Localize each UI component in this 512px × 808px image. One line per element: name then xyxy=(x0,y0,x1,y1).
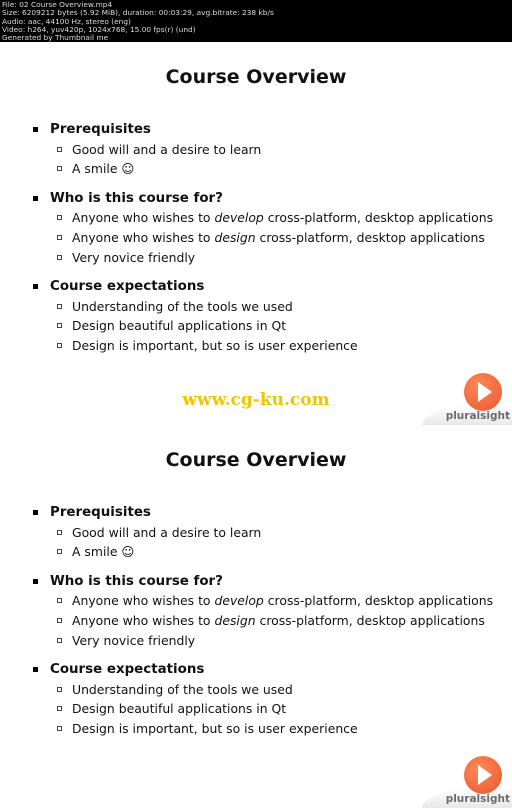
list-item: Anyone who wishes to develop cross-platform, desktop applications xyxy=(30,208,493,228)
square-bullet-icon xyxy=(57,530,62,535)
square-bullet-icon xyxy=(57,323,62,328)
slide-content xyxy=(30,120,493,356)
list-item: Good will and a desire to learn xyxy=(30,523,493,543)
list-item: Understanding of the tools we used xyxy=(30,680,493,700)
square-bullet-icon xyxy=(57,706,62,711)
section-heading: Course expectations xyxy=(30,277,493,297)
list-item: Very novice friendly xyxy=(30,248,493,268)
pluralsight-logo xyxy=(412,752,512,808)
list-item: Anyone who wishes to develop cross-platform, desktop applications xyxy=(30,591,493,611)
brand-label: pluralsight xyxy=(445,410,510,422)
square-bullet-icon xyxy=(57,166,62,171)
list-item: A smile ☺ xyxy=(30,542,493,562)
bullet-icon xyxy=(33,196,38,201)
slide-thumbnail-2 xyxy=(0,425,512,808)
list-item: Design is important, but so is user experience xyxy=(30,719,493,739)
meta-line: Audio: aac, 44100 Hz, stereo (eng) xyxy=(2,16,131,26)
bullet-icon xyxy=(33,667,38,672)
square-bullet-icon xyxy=(57,638,62,643)
list-item: Design beautiful applications in Qt xyxy=(30,316,493,336)
section-heading: Who is this course for? xyxy=(30,189,493,209)
bullet-icon xyxy=(33,579,38,584)
bullet-icon xyxy=(33,127,38,132)
brand-label: pluralsight xyxy=(445,793,510,805)
watermark-text: www.cg-ku.com xyxy=(182,390,330,410)
section-heading: Prerequisites xyxy=(30,120,493,140)
square-bullet-icon xyxy=(57,235,62,240)
list-item: Good will and a desire to learn xyxy=(30,140,493,160)
bullet-icon xyxy=(33,284,38,289)
meta-line: File: 02 Course Overview.mp4 xyxy=(2,0,113,9)
list-item: Design is important, but so is user experience xyxy=(30,336,493,356)
section-heading: Course expectations xyxy=(30,660,493,680)
list-item: Anyone who wishes to design cross-platform, desktop applications xyxy=(30,611,493,631)
list-item: Anyone who wishes to design cross-platform, desktop applications xyxy=(30,228,493,248)
section-heading: Prerequisites xyxy=(30,503,493,523)
square-bullet-icon xyxy=(57,549,62,554)
play-icon xyxy=(464,373,502,411)
section-heading: Who is this course for? xyxy=(30,572,493,592)
bullet-icon xyxy=(33,510,38,515)
meta-line: Video: h264, yuv420p, 1024x768, 15.00 fps(r) (und) xyxy=(2,24,196,34)
slide-title: Course Overview xyxy=(165,449,347,471)
list-item: Understanding of the tools we used xyxy=(30,297,493,317)
meta-line: Generated by Thumbnail me xyxy=(2,33,109,43)
square-bullet-icon xyxy=(57,343,62,348)
square-bullet-icon xyxy=(57,726,62,731)
square-bullet-icon xyxy=(57,598,62,603)
square-bullet-icon xyxy=(57,687,62,692)
square-bullet-icon xyxy=(57,304,62,309)
square-bullet-icon xyxy=(57,255,62,260)
list-item: Very novice friendly xyxy=(30,631,493,651)
meta-line: Size: 6209212 bytes (5.92 MiB), duration: 00:03:29, avg.bitrate: 238 kb/s xyxy=(2,8,274,18)
slide-title: Course Overview xyxy=(165,66,347,88)
play-icon xyxy=(464,756,502,794)
list-item: A smile ☺ xyxy=(30,159,493,179)
file-info-header xyxy=(0,0,512,42)
pluralsight-logo xyxy=(412,369,512,425)
slide-thumbnail-1 xyxy=(0,42,512,425)
square-bullet-icon xyxy=(57,215,62,220)
list-item: Design beautiful applications in Qt xyxy=(30,699,493,719)
square-bullet-icon xyxy=(57,618,62,623)
square-bullet-icon xyxy=(57,147,62,152)
slide-content xyxy=(30,503,493,739)
